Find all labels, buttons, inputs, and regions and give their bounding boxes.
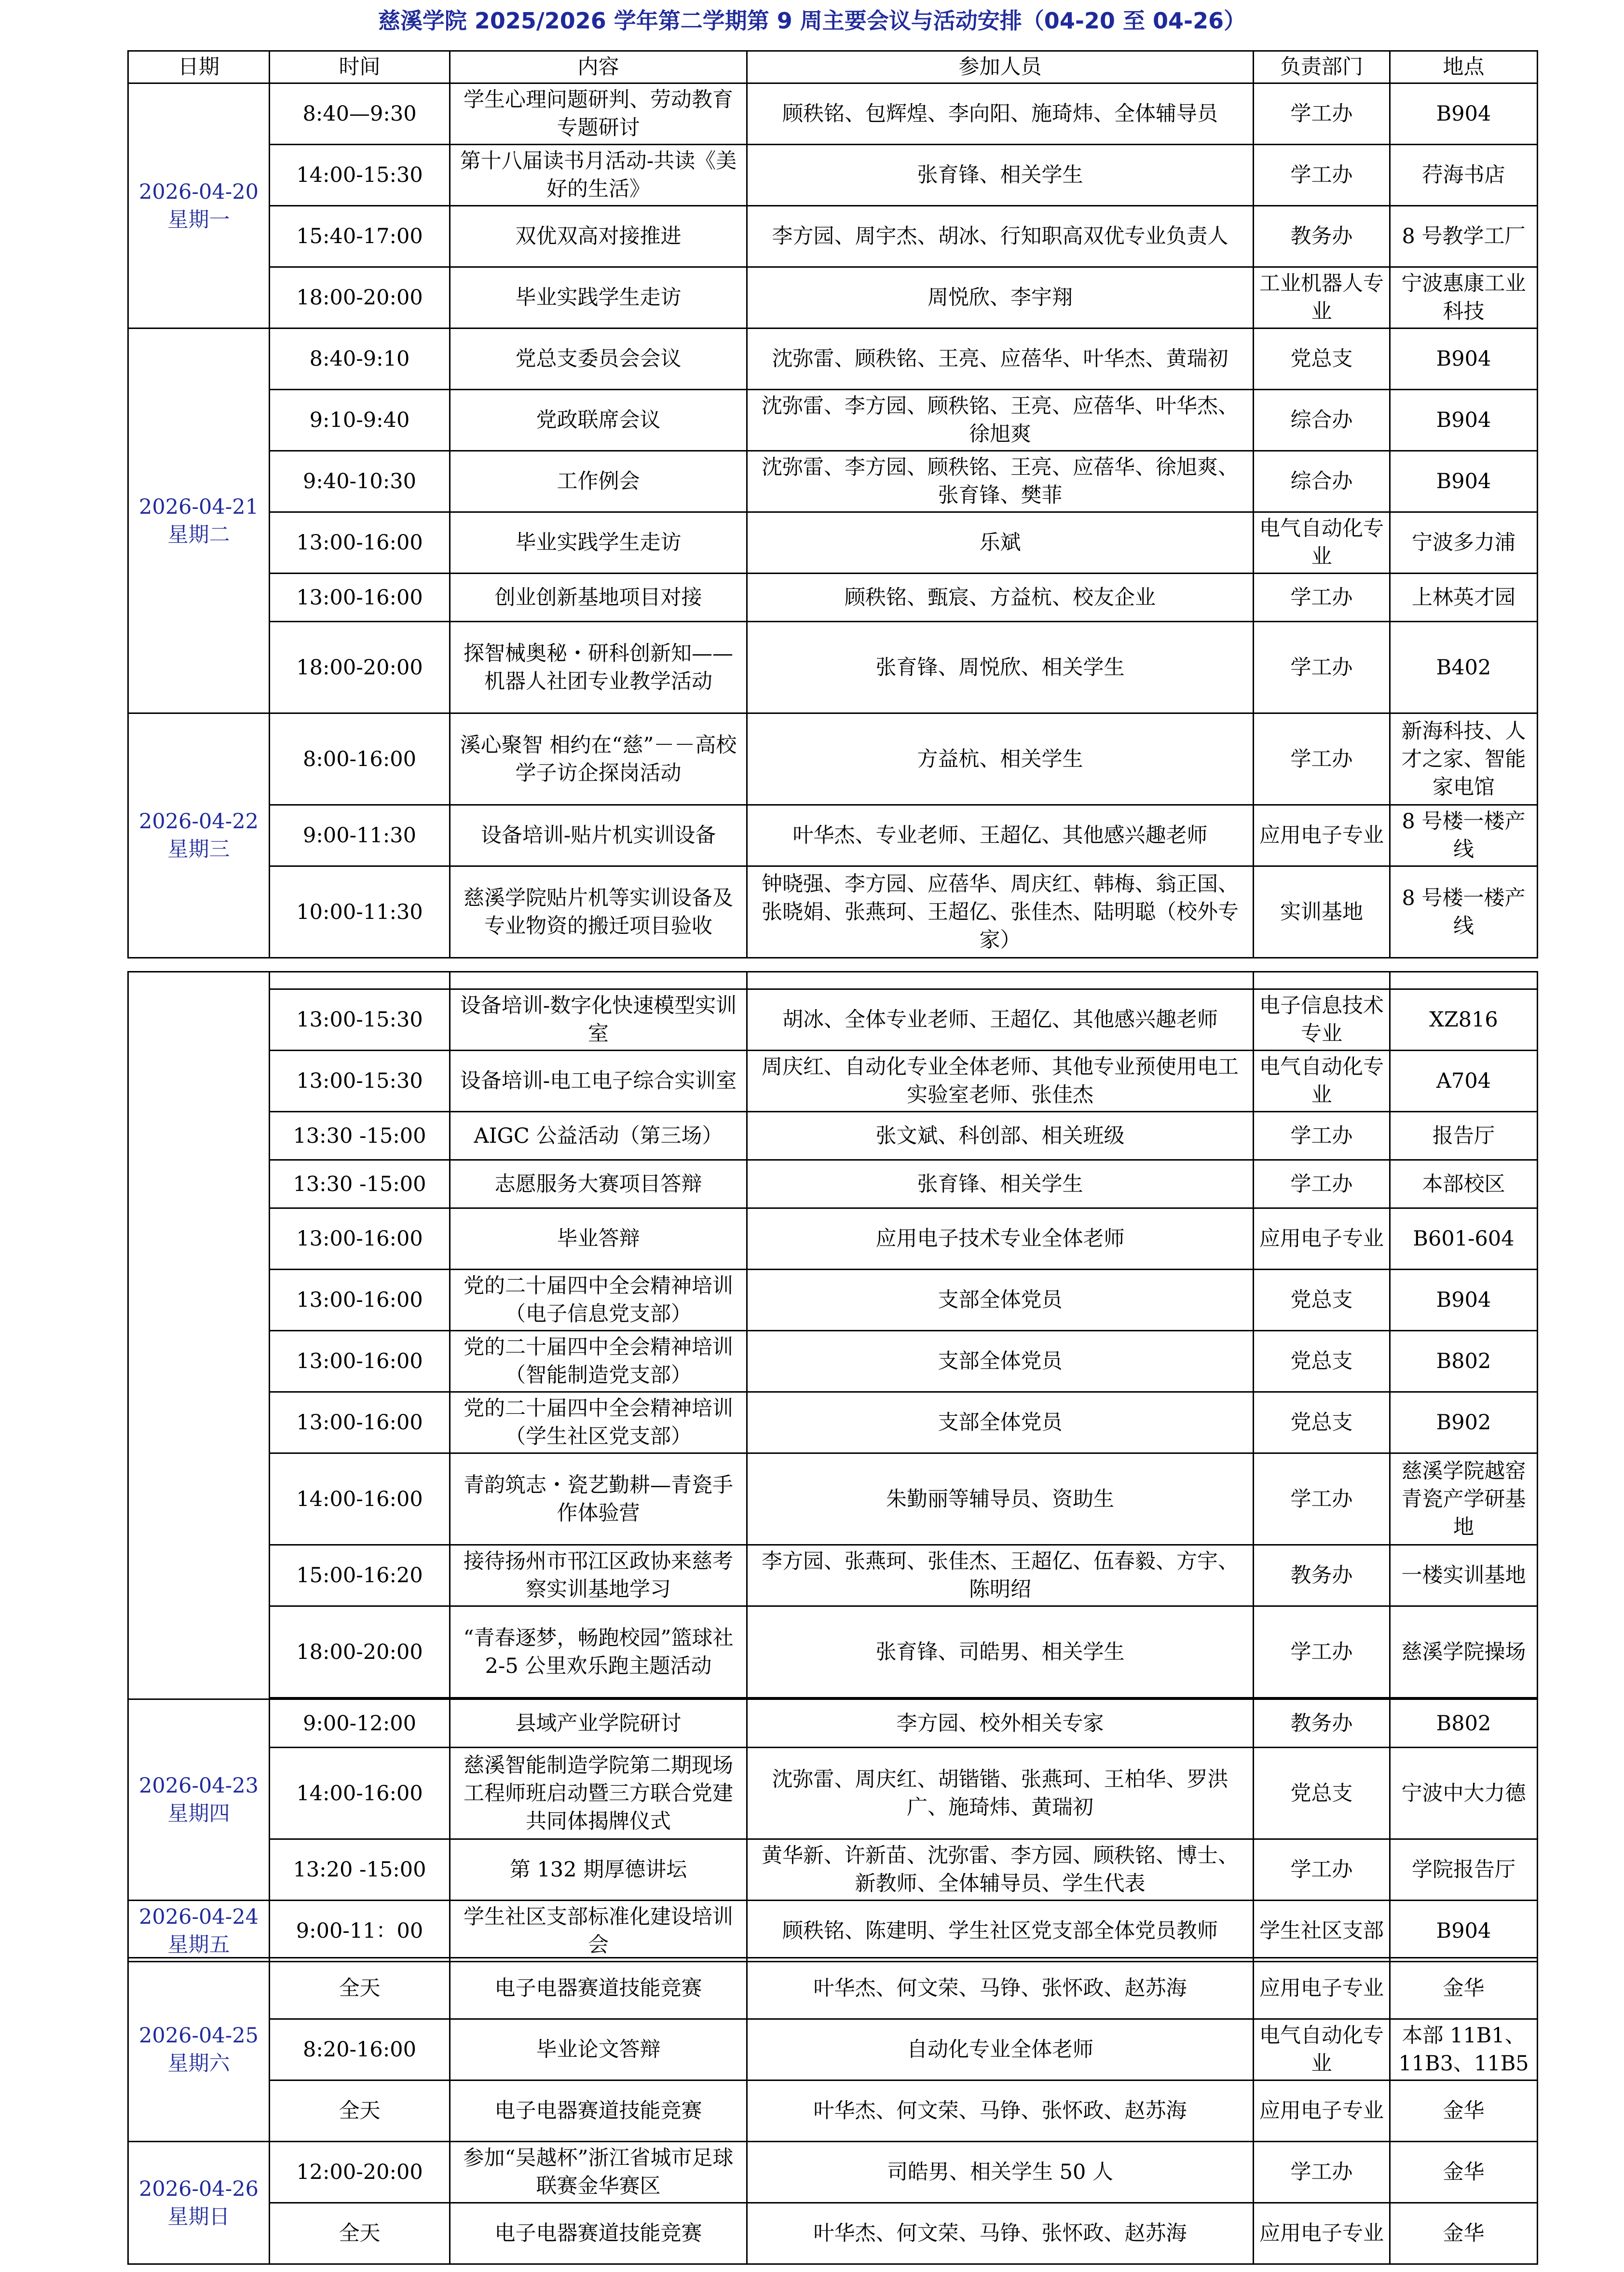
content-cell: 设备培训-电工电子综合实训室 [450, 1051, 747, 1112]
table-row [128, 1392, 1538, 1453]
location-cell: 宁波多力浦 [1390, 512, 1538, 574]
department-cell: 党总支 [1254, 1748, 1390, 1839]
time-cell: 13:00-16:00 [270, 512, 450, 574]
department-cell: 实训基地 [1254, 866, 1390, 958]
time-cell: 18:00-20:00 [270, 1606, 450, 1698]
content-cell: 设备培训-数字化快速模型实训室 [450, 989, 747, 1051]
table-row [128, 83, 1538, 145]
location-cell: 金华 [1390, 2080, 1538, 2142]
table-row [128, 972, 1538, 989]
date-value: 2026-04-23 [139, 1774, 259, 1798]
header-date: 日期 [128, 51, 270, 83]
table-row [128, 1051, 1538, 1112]
time-cell: 9:00-12:00 [270, 1699, 450, 1748]
content-cell: 电子电器赛道技能竞赛 [450, 2203, 747, 2264]
department-cell: 学生社区支部 [1254, 1901, 1390, 1962]
participants-cell: 李方园、周宇杰、胡冰、行知职高双优专业负责人 [747, 206, 1254, 267]
table-row [128, 2203, 1538, 2264]
table-row [128, 451, 1538, 512]
content-cell: 探智械奥秘・研科创新知——机器人社团专业教学活动 [450, 622, 747, 713]
time-cell: 9:00-11:30 [270, 805, 450, 866]
location-cell: 宁波中大力德 [1390, 1748, 1538, 1839]
content-cell: 参加“吴越杯”浙江省城市足球联赛金华赛区 [450, 2142, 747, 2203]
location-cell: B904 [1390, 451, 1538, 512]
participants-cell: 张育锋、周悦欣、相关学生 [747, 622, 1254, 713]
content-cell: 党的二十届四中全会精神培训（学生社区党支部） [450, 1392, 747, 1453]
content-cell: 志愿服务大赛项目答辩 [450, 1160, 747, 1208]
participants-cell: 朱勤丽等辅导员、资助生 [747, 1453, 1254, 1545]
date-cell [128, 83, 270, 328]
participants-cell: 叶华杰、何文荣、马铮、张怀政、赵苏海 [747, 1958, 1254, 2019]
participants-cell: 乐斌 [747, 512, 1254, 574]
time-cell: 18:00-20:00 [270, 622, 450, 713]
table-row [128, 267, 1538, 328]
date-cell [128, 328, 270, 713]
location-cell: XZ816 [1390, 989, 1538, 1051]
department-cell: 学工办 [1254, 574, 1390, 622]
date-cell [128, 713, 270, 958]
table-row [128, 1958, 1538, 2019]
location-cell: B904 [1390, 1270, 1538, 1331]
location-cell: 8 号楼一楼产线 [1390, 805, 1538, 866]
table-row [128, 2019, 1538, 2080]
table-row [128, 1839, 1538, 1901]
location-cell: 金华 [1390, 1958, 1538, 2019]
location-cell: 8 号教学工厂 [1390, 206, 1538, 267]
department-cell: 党总支 [1254, 1331, 1390, 1392]
participants-cell: 应用电子技术专业全体老师 [747, 1208, 1254, 1270]
department-cell: 应用电子专业 [1254, 1958, 1390, 2019]
table-row [128, 574, 1538, 622]
participants-cell: 自动化专业全体老师 [747, 2019, 1254, 2080]
participants-cell: 支部全体党员 [747, 1392, 1254, 1453]
table-row [128, 1453, 1538, 1545]
table-row [128, 1606, 1538, 1698]
date-cell [128, 1901, 270, 1962]
table-header-row [128, 51, 1538, 83]
location-cell: B904 [1390, 83, 1538, 145]
weekday-value: 星期四 [167, 1802, 230, 1826]
table-row [128, 2142, 1538, 2203]
spacer-cell [450, 972, 747, 989]
time-cell: 13:00-16:00 [270, 1208, 450, 1270]
table-row [128, 805, 1538, 866]
location-cell: 报告厅 [1390, 1112, 1538, 1160]
table-row [128, 206, 1538, 267]
department-cell: 电气自动化专业 [1254, 2019, 1390, 2080]
time-cell: 8:40-9:10 [270, 328, 450, 390]
location-cell: 荇海书店 [1390, 145, 1538, 206]
schedule-table-page-2 [127, 971, 1538, 1962]
department-cell: 电气自动化专业 [1254, 1051, 1390, 1112]
table-row [128, 390, 1538, 451]
table-row [128, 1331, 1538, 1392]
content-cell: 学生社区支部标准化建设培训会 [450, 1901, 747, 1962]
content-cell: 党的二十届四中全会精神培训（电子信息党支部） [450, 1270, 747, 1331]
weekday-value: 星期日 [167, 2204, 230, 2229]
time-cell: 全天 [270, 1958, 450, 2019]
participants-cell: 顾秩铭、甄宸、方益杭、校友企业 [747, 574, 1254, 622]
department-cell: 党总支 [1254, 1392, 1390, 1453]
table-row [128, 328, 1538, 390]
participants-cell: 周庆红、自动化专业全体老师、其他专业预使用电工实验室老师、张佳杰 [747, 1051, 1254, 1112]
department-cell: 工业机器人专业 [1254, 267, 1390, 328]
department-cell: 学工办 [1254, 145, 1390, 206]
header-department: 负责部门 [1254, 51, 1390, 83]
location-cell: 金华 [1390, 2203, 1538, 2264]
department-cell: 教务办 [1254, 206, 1390, 267]
participants-cell: 张育锋、司皓男、相关学生 [747, 1606, 1254, 1698]
time-cell: 13:00-16:00 [270, 1270, 450, 1331]
participants-cell: 钟晓强、李方园、应蓓华、周庆红、韩梅、翁正国、张晓娟、张燕珂、王超亿、张佳杰、陆明聪（校外专家） [747, 866, 1254, 958]
header-content: 内容 [450, 51, 747, 83]
participants-cell: 司皓男、相关学生 50 人 [747, 2142, 1254, 2203]
location-cell: 新海科技、人才之家、智能家电馆 [1390, 713, 1538, 805]
location-cell: B802 [1390, 1331, 1538, 1392]
location-cell: B904 [1390, 1901, 1538, 1962]
spacer-cell [1254, 972, 1390, 989]
department-cell: 学工办 [1254, 1839, 1390, 1901]
table-row [128, 1748, 1538, 1839]
weekday-value: 星期一 [167, 207, 230, 232]
department-cell: 应用电子专业 [1254, 2203, 1390, 2264]
content-cell: 青韵筑志・瓷艺勤耕—青瓷手作体验营 [450, 1453, 747, 1545]
participants-cell: 支部全体党员 [747, 1270, 1254, 1331]
department-cell: 应用电子专业 [1254, 1208, 1390, 1270]
participants-cell: 张育锋、相关学生 [747, 145, 1254, 206]
participants-cell: 胡冰、全体专业老师、王超亿、其他感兴趣老师 [747, 989, 1254, 1051]
content-cell: 毕业论文答辩 [450, 2019, 747, 2080]
location-cell: 金华 [1390, 2142, 1538, 2203]
time-cell: 15:00-16:20 [270, 1545, 450, 1606]
table-row [128, 512, 1538, 574]
time-cell: 14:00-16:00 [270, 1453, 450, 1545]
location-cell: B601-604 [1390, 1208, 1538, 1270]
content-cell: AIGC 公益活动（第三场） [450, 1112, 747, 1160]
table-row [128, 1112, 1538, 1160]
spacer-cell [1390, 972, 1538, 989]
header-participants: 参加人员 [747, 51, 1254, 83]
department-cell: 教务办 [1254, 1699, 1390, 1748]
participants-cell: 叶华杰、何文荣、马铮、张怀政、赵苏海 [747, 2080, 1254, 2142]
time-cell: 9:10-9:40 [270, 390, 450, 451]
location-cell: B902 [1390, 1392, 1538, 1453]
participants-cell: 张育锋、相关学生 [747, 1160, 1254, 1208]
spacer-cell [747, 972, 1254, 989]
content-cell: “青春逐梦，畅跑校园”篮球社 2-5 公里欢乐跑主题活动 [450, 1606, 747, 1698]
department-cell: 党总支 [1254, 328, 1390, 390]
department-cell: 综合办 [1254, 390, 1390, 451]
participants-cell: 顾秩铭、包辉煌、李向阳、施琦炜、全体辅导员 [747, 83, 1254, 145]
content-cell: 电子电器赛道技能竞赛 [450, 1958, 747, 2019]
weekday-value: 星期二 [167, 522, 230, 547]
content-cell: 学生心理问题研判、劳动教育专题研讨 [450, 83, 747, 145]
content-cell: 党总支委员会会议 [450, 328, 747, 390]
department-cell: 学工办 [1254, 2142, 1390, 2203]
location-cell: 学院报告厅 [1390, 1839, 1538, 1901]
date-value: 2026-04-20 [139, 179, 259, 204]
table-row [128, 1901, 1538, 1962]
participants-cell: 黄华新、许新苗、沈弥雷、李方园、顾秩铭、博士、新教师、全体辅导员、学生代表 [747, 1839, 1254, 1901]
participants-cell: 叶华杰、专业老师、王超亿、其他感兴趣老师 [747, 805, 1254, 866]
time-cell: 14:00-16:00 [270, 1748, 450, 1839]
table-row [128, 866, 1538, 958]
location-cell: 8 号楼一楼产线 [1390, 866, 1538, 958]
content-cell: 工作例会 [450, 451, 747, 512]
department-cell: 综合办 [1254, 451, 1390, 512]
content-cell: 毕业实践学生走访 [450, 512, 747, 574]
department-cell: 党总支 [1254, 1270, 1390, 1331]
participants-cell: 沈弥雷、李方园、顾秩铭、王亮、应蓓华、叶华杰、徐旭爽 [747, 390, 1254, 451]
time-cell: 15:40-17:00 [270, 206, 450, 267]
department-cell: 学工办 [1254, 622, 1390, 713]
date-value: 2026-04-21 [139, 494, 259, 519]
content-cell: 毕业答辩 [450, 1208, 747, 1270]
content-cell: 慈溪智能制造学院第二期现场工程师班启动暨三方联合党建共同体揭牌仪式 [450, 1748, 747, 1839]
participants-cell: 李方园、校外相关专家 [747, 1699, 1254, 1748]
location-cell: 宁波惠康工业科技 [1390, 267, 1538, 328]
location-cell: 慈溪学院越窑青瓷产学研基地 [1390, 1453, 1538, 1545]
content-cell: 党政联席会议 [450, 390, 747, 451]
department-cell: 电气自动化专业 [1254, 512, 1390, 574]
location-cell: B802 [1390, 1699, 1538, 1748]
location-cell: B904 [1390, 328, 1538, 390]
content-cell: 接待扬州市邗江区政协来慈考察实训基地学习 [450, 1545, 747, 1606]
date-cell-continued [128, 972, 270, 1699]
department-cell: 学工办 [1254, 1453, 1390, 1545]
table-row [128, 2080, 1538, 2142]
time-cell: 9:40-10:30 [270, 451, 450, 512]
weekday-value: 星期三 [167, 837, 230, 862]
participants-cell: 周悦欣、李宇翔 [747, 267, 1254, 328]
department-cell: 学工办 [1254, 1160, 1390, 1208]
time-cell: 13:00-16:00 [270, 1392, 450, 1453]
participants-cell: 沈弥雷、顾秩铭、王亮、应蓓华、叶华杰、黄瑞初 [747, 328, 1254, 390]
department-cell: 电子信息技术专业 [1254, 989, 1390, 1051]
schedule-table-page-1 [127, 50, 1538, 958]
location-cell: 本部 11B1、11B3、11B5 [1390, 2019, 1538, 2080]
department-cell: 应用电子专业 [1254, 2080, 1390, 2142]
participants-cell: 李方园、张燕珂、张佳杰、王超亿、伍春毅、方宇、陈明绍 [747, 1545, 1254, 1606]
department-cell: 学工办 [1254, 1112, 1390, 1160]
participants-cell: 张文斌、科创部、相关班级 [747, 1112, 1254, 1160]
time-cell: 18:00-20:00 [270, 267, 450, 328]
location-cell: 本部校区 [1390, 1160, 1538, 1208]
schedule-table-page-3 [127, 1957, 1538, 2265]
time-cell: 13:20 -15:00 [270, 1839, 450, 1901]
participants-cell: 顾秩铭、陈建明、学生社区党支部全体党员教师 [747, 1901, 1254, 1962]
time-cell: 13:00-16:00 [270, 574, 450, 622]
time-cell: 8:00-16:00 [270, 713, 450, 805]
spacer-cell [270, 972, 450, 989]
department-cell: 应用电子专业 [1254, 805, 1390, 866]
date-cell [128, 1699, 270, 1901]
content-cell: 创业创新基地项目对接 [450, 574, 747, 622]
time-cell: 10:00-11:30 [270, 866, 450, 958]
location-cell: 上林英才园 [1390, 574, 1538, 622]
time-cell: 13:30 -15:00 [270, 1112, 450, 1160]
weekday-value: 星期五 [167, 1933, 230, 1957]
date-value: 2026-04-26 [139, 2176, 259, 2201]
table-row [128, 713, 1538, 805]
participants-cell: 沈弥雷、李方园、顾秩铭、王亮、应蓓华、徐旭爽、张育锋、樊菲 [747, 451, 1254, 512]
location-cell: 慈溪学院操场 [1390, 1606, 1538, 1698]
content-cell: 电子电器赛道技能竞赛 [450, 2080, 747, 2142]
location-cell: A704 [1390, 1051, 1538, 1112]
table-row [128, 145, 1538, 206]
table-row [128, 1545, 1538, 1606]
department-cell: 学工办 [1254, 1606, 1390, 1698]
location-cell: 一楼实训基地 [1390, 1545, 1538, 1606]
date-value: 2026-04-25 [139, 2024, 259, 2048]
time-cell: 8:40—9:30 [270, 83, 450, 145]
time-cell: 8:20-16:00 [270, 2019, 450, 2080]
content-cell: 第 132 期厚德讲坛 [450, 1839, 747, 1901]
weekday-value: 星期六 [167, 2052, 230, 2076]
content-cell: 县域产业学院研讨 [450, 1699, 747, 1748]
participants-cell: 叶华杰、何文荣、马铮、张怀政、赵苏海 [747, 2203, 1254, 2264]
location-cell: B402 [1390, 622, 1538, 713]
content-cell: 溪心聚智 相约在“慈”－－高校学子访企探岗活动 [450, 713, 747, 805]
content-cell: 设备培训-贴片机实训设备 [450, 805, 747, 866]
content-cell: 慈溪学院贴片机等实训设备及专业物资的搬迁项目验收 [450, 866, 747, 958]
date-cell [128, 1958, 270, 2142]
participants-cell: 沈弥雷、周庆红、胡锴锴、张燕珂、王柏华、罗洪广、施琦炜、黄瑞初 [747, 1748, 1254, 1839]
participants-cell: 方益杭、相关学生 [747, 713, 1254, 805]
time-cell: 13:30 -15:00 [270, 1160, 450, 1208]
time-cell: 12:00-20:00 [270, 2142, 450, 2203]
date-value: 2026-04-24 [139, 1905, 259, 1929]
department-cell: 学工办 [1254, 713, 1390, 805]
department-cell: 教务办 [1254, 1545, 1390, 1606]
department-cell: 学工办 [1254, 83, 1390, 145]
table-row [128, 1270, 1538, 1331]
table-row [128, 989, 1538, 1051]
table-row [128, 1208, 1538, 1270]
content-cell: 双优双高对接推进 [450, 206, 747, 267]
time-cell: 9:00-11：00 [270, 1901, 450, 1962]
content-cell: 毕业实践学生走访 [450, 267, 747, 328]
header-time: 时间 [270, 51, 450, 83]
table-row [128, 1160, 1538, 1208]
participants-cell: 支部全体党员 [747, 1331, 1254, 1392]
time-cell: 13:00-16:00 [270, 1331, 450, 1392]
header-location: 地点 [1390, 51, 1538, 83]
time-cell: 14:00-15:30 [270, 145, 450, 206]
table-row [128, 1699, 1538, 1748]
time-cell: 13:00-15:30 [270, 1051, 450, 1112]
page-title: 慈溪学院 2025/2026 学年第二学期第 9 周主要会议与活动安排（04-20 至 04-26） [378, 8, 1246, 34]
location-cell: B904 [1390, 390, 1538, 451]
date-value: 2026-04-22 [139, 809, 259, 834]
time-cell: 全天 [270, 2080, 450, 2142]
time-cell: 全天 [270, 2203, 450, 2264]
date-cell [128, 2142, 270, 2264]
content-cell: 第十八届读书月活动-共读《美好的生活》 [450, 145, 747, 206]
table-row [128, 622, 1538, 713]
content-cell: 党的二十届四中全会精神培训（智能制造党支部） [450, 1331, 747, 1392]
time-cell: 13:00-15:30 [270, 989, 450, 1051]
